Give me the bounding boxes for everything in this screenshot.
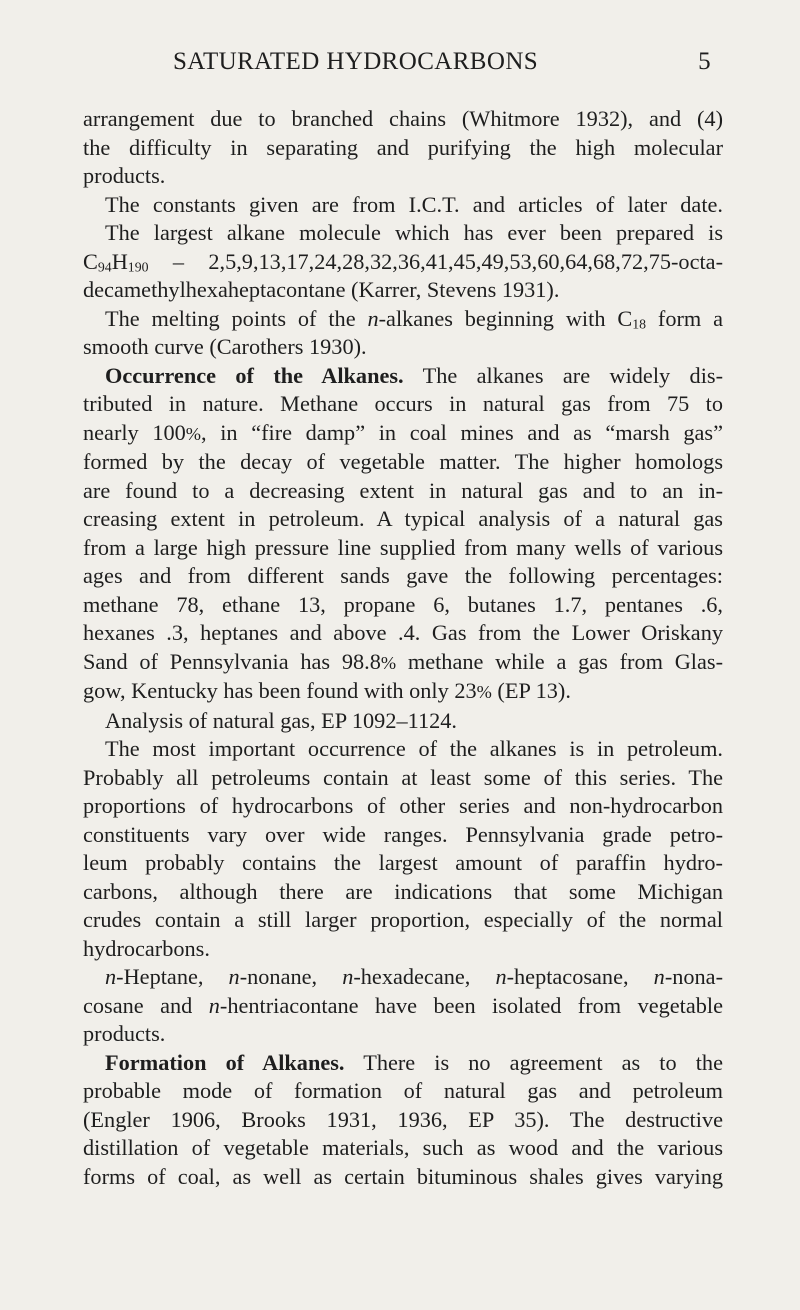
text-line: carbons, although there are indications that some Michigan [83,878,723,904]
text-line: gow, Kentucky has been found with only 23% (EP 13). [83,678,571,703]
running-title: SATURATED HYDROCARBONS [173,48,539,75]
text-line: the difficulty in separating and purifying the high molecular [83,134,723,160]
text-line: The constants given are from I.C.T. and articles of later date. [105,191,723,217]
text-line: n-Heptane, n-nonane, n-hexadecane, n-heptacosane, n-nona- [105,964,724,989]
text-line: decamethylhexaheptacontane (Karrer, Stevens 1931). [83,277,560,302]
text-line: nearly 100%, in “fire damp” in coal mines and as “marsh gas” [83,419,723,445]
text-line: hexanes .3, heptanes and above .4. Gas from the Lower Oriskany [83,620,723,645]
text-line: constituents vary over wide ranges. Pennsylvania grade petro- [83,821,723,847]
text-line: distillation of vegetable materials, such as wood and the various [83,1135,723,1160]
formula-c94h190: $C_{94}H_{190}$ [83,248,149,274]
text-line: from a large high pressure line supplied from many wells of various [83,534,723,560]
text-line: creasing extent in petroleum. A typical analysis of a natural gas [83,506,723,531]
text-line: arrangement due to branched chains (Whitmore 1932), and (4) [83,106,723,131]
text-line: cosane and n-hentriacontane have been isolated from vegetable [83,992,723,1018]
text-line: probable mode of formation of natural gas and petroleum [83,1078,723,1103]
text-line: formed by the decay of vegetable matter. The higher homologs [83,449,723,474]
section-heading-formation: Formation of Alkanes. [105,1049,345,1075]
text-line: products. [83,1021,166,1046]
section-heading-line: Occurrence of the Alkanes. The alkanes are widely dis- [105,362,723,388]
text-line: products. [83,163,166,188]
text-line: The largest alkane molecule which has ever been prepared is [105,220,723,245]
body-text [83,105,723,1191]
section-heading-line: Formation of Alkanes. There is no agreement as to the [105,1049,723,1075]
text-line: Probably all petroleums contain at least some of this series. The [83,764,723,790]
text-line: methane 78, ethane 13, propane 6, butanes 1.7, pentanes .6, [83,591,723,617]
section-heading-occurrence: Occurrence of the Alkanes. [105,362,404,388]
text-line: The most important occurrence of the alkanes is in petroleum. [105,736,723,761]
text-line: leum probably contains the largest amount of paraffin hydro- [83,850,723,875]
text-line: crudes contain a still larger proportion, especially of the normal [83,907,723,932]
text-line: forms of coal, as well as certain bituminous shales gives varying [83,1163,723,1189]
text-line: (Engler 1906, Brooks 1931, 1936, EP 35). The destructive [83,1106,723,1132]
formula-c18: $C_{18}$ [617,305,647,331]
text-line: The melting points of the n-alkanes beginning with $C_{18}$ form a [105,305,724,331]
text-line: tributed in nature. Methane occurs in natural gas from 75 to [83,391,723,416]
text-line: hydrocarbons. [83,935,210,961]
text-line: Sand of Pennsylvania has 98.8% methane while a gas from Glas- [83,648,723,674]
text-line: proportions of hydrocarbons of other series and non-hydrocarbon [83,793,723,818]
text-line: smooth curve (Carothers 1930). [83,334,367,359]
text-line: are found to a decreasing extent in natural gas and to an in- [83,477,723,503]
text-line: Analysis of natural gas, EP 1092–1124. [105,707,457,733]
page-number: 5 [698,48,711,75]
formula-line: $C_{94}H_{190}$ – 2,5,9,13,17,24,28,32,36,41,45,49,53,60,64,68,72,75-octa- [83,248,723,274]
text-line: ages and from different sands gave the following percentages: [83,563,723,588]
